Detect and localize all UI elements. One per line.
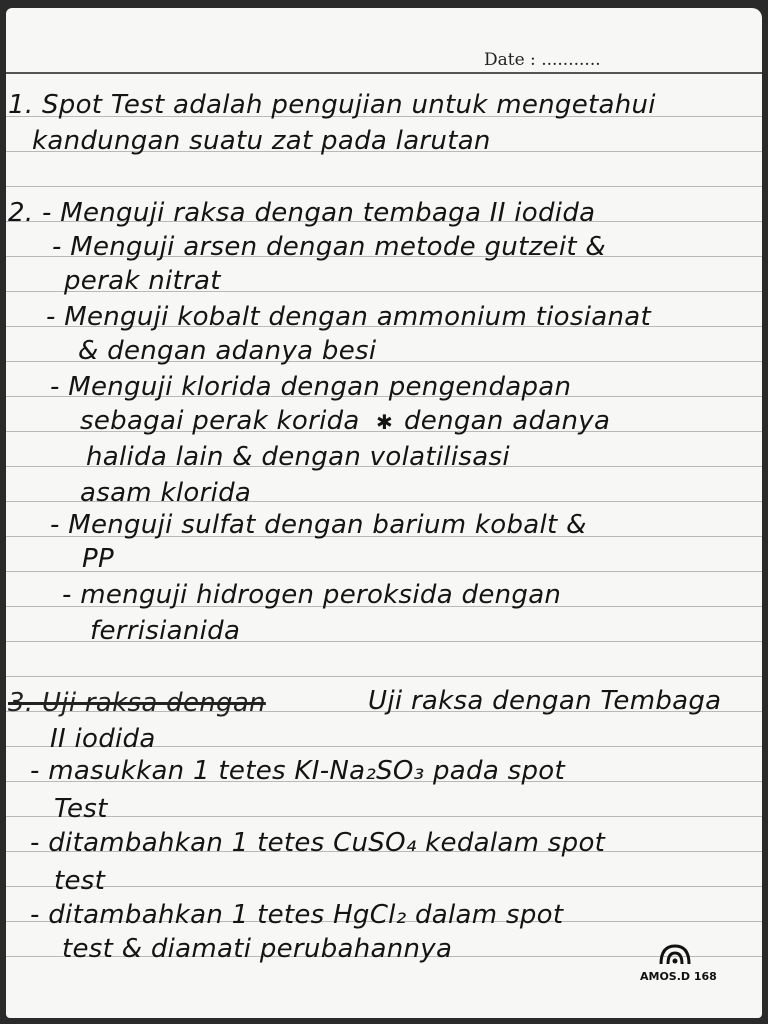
note-line-16: Uji raksa dengan Tembaga <box>368 686 722 716</box>
notebook-page <box>6 8 762 1018</box>
date-label: Date : ........... <box>484 50 601 70</box>
note-line-12: - Menguji sulfat dengan barium kobalt & <box>50 510 587 540</box>
crossed-out-mark: ✱ <box>376 410 394 434</box>
note-line-21: test <box>54 866 106 896</box>
ruled-line <box>6 676 762 677</box>
note-line-23: test & diamati perubahannya <box>62 934 453 964</box>
note-line-3: 2. - Menguji raksa dengan tembaga II iodida <box>8 198 596 228</box>
note-line-10: halida lain & dengan volatilisasi <box>86 442 510 472</box>
ruled-line <box>6 571 762 572</box>
note-line-5: perak nitrat <box>64 266 221 296</box>
note-line-20: - ditambahkan 1 tetes CuSO₄ kedalam spot <box>30 828 606 858</box>
note-line-9b: dengan adanya <box>404 406 611 436</box>
brand-label: AMOS.D 168 <box>640 970 717 983</box>
crossed-out-text: 3. Uji raksa dengan <box>8 688 266 718</box>
note-line-22: - ditambahkan 1 tetes HgCl₂ dalam spot <box>30 900 564 930</box>
note-line-18: - masukkan 1 tetes KI-Na₂SO₃ pada spot <box>30 756 565 786</box>
note-line-1: 1. Spot Test adalah pengujian untuk mengetahui <box>8 90 656 120</box>
ruled-line <box>6 816 762 817</box>
note-line-6: - Menguji kobalt dengan ammonium tiosianat <box>46 302 651 332</box>
note-line-13: PP <box>82 544 114 574</box>
note-line-11: asam klorida <box>80 478 252 508</box>
ruled-line <box>6 886 762 887</box>
note-line-17: II iodida <box>50 724 156 754</box>
note-line-15: ferrisianida <box>90 616 241 646</box>
note-line-7: & dengan adanya besi <box>78 336 377 366</box>
note-line-2: kandungan suatu zat pada larutan <box>32 126 491 156</box>
note-line-9: sebagai perak korida <box>80 406 360 436</box>
note-line-8: - Menguji klorida dengan pengendapan <box>50 372 572 402</box>
note-line-19: Test <box>54 794 108 824</box>
amos-logo-icon <box>658 942 692 966</box>
note-line-4: - Menguji arsen dengan metode gutzeit & <box>52 232 606 262</box>
ruled-line <box>6 186 762 187</box>
note-line-14: - menguji hidrogen peroksida dengan <box>62 580 562 610</box>
header-rule <box>6 72 762 74</box>
